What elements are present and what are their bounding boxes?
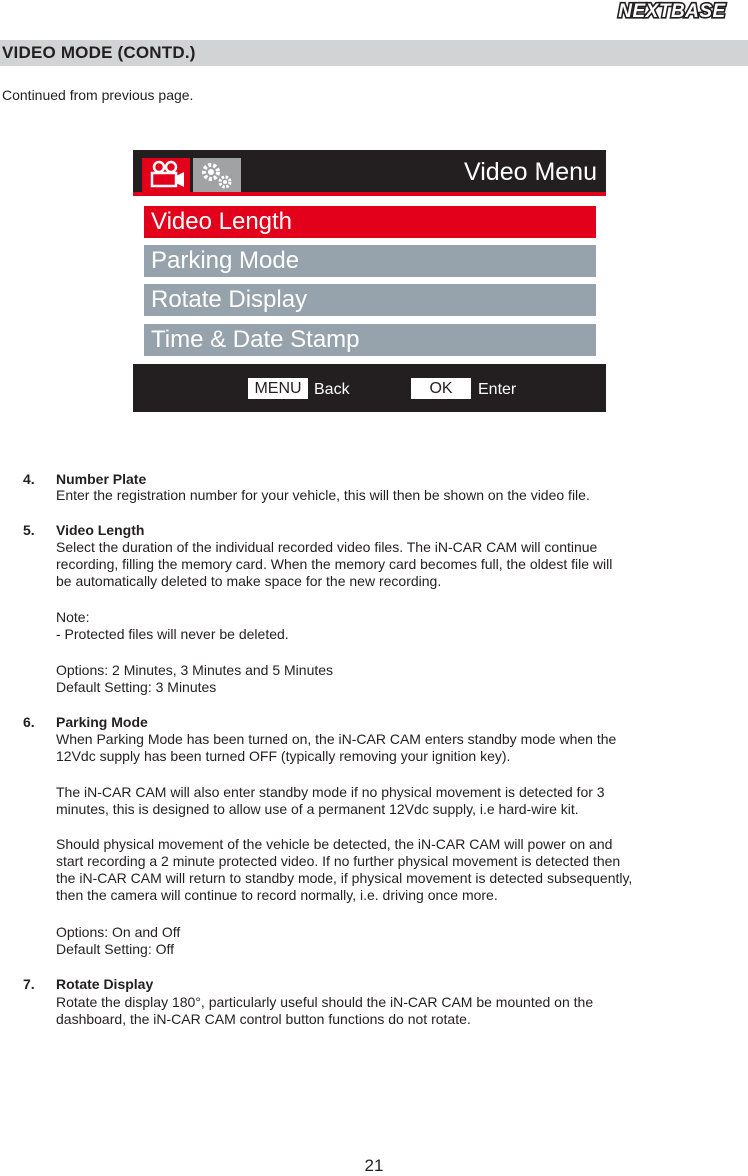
item-paragraph: Rotate the display 180°, particularly useful should the iN-CAR CAM be mounted on the dashboard, the iN-CAR CAM control button functions do not rotate.: [56, 994, 594, 1027]
item-paragraph: Enter the registration number for your vehicle, this will then be shown on the video file.: [56, 487, 590, 503]
item-number: 7.: [23, 976, 35, 992]
tab-video[interactable]: [142, 158, 190, 192]
screen-title: Video Menu: [464, 158, 597, 186]
menu-item-rotate-display[interactable]: Rotate Display: [144, 284, 596, 316]
item-title-number-plate: Number Plate: [56, 471, 147, 487]
item-number: 6.: [23, 714, 35, 730]
item-paragraph: Should physical movement of the vehicle be detected, the iN-CAR CAM will power on and start recording a 2 minute protected video. If no further physical movement is detected then the iN-CAR CAM will return to standby mode, if physical movement is detected subsequently, then the camera will continue to record normally, i.e. driving once more.: [56, 836, 633, 903]
gears-icon: [193, 158, 241, 192]
video-camera-icon: [142, 158, 190, 192]
menu-item-parking-mode[interactable]: Parking Mode: [144, 245, 596, 277]
video-menu-screen: [133, 150, 606, 412]
item-options: Options: 2 Minutes, 3 Minutes and 5 Minutes Default Setting: 3 Minutes: [56, 662, 334, 695]
intro-text: Continued from previous page.: [2, 87, 194, 103]
ok-key[interactable]: OK: [411, 378, 471, 399]
item-paragraph: When Parking Mode has been turned on, the iN-CAR CAM enters standby mode when the 12Vdc supply has been turned OFF (typically removing your ignition key).: [56, 731, 617, 764]
logo-text: NEXTBASE: [618, 1, 726, 22]
item-title-video-length: Video Length: [56, 522, 145, 538]
item-title-parking-mode: Parking Mode: [56, 714, 148, 730]
section-title: VIDEO MODE (CONTD.): [2, 43, 196, 62]
item-number: 4.: [23, 471, 35, 487]
ok-key-action: Enter: [478, 381, 517, 398]
menu-key[interactable]: MENU: [248, 378, 308, 399]
item-paragraph: The iN-CAR CAM will also enter standby mode if no physical movement is detected for 3 minutes, this is designed to allow use of a permanent 12Vdc supply, i.e hard-wire kit.: [56, 784, 605, 817]
menu-key-action: Back: [314, 381, 350, 398]
item-title-rotate-display: Rotate Display: [56, 976, 154, 992]
menu-item-time-date-stamp[interactable]: Time & Date Stamp: [144, 324, 596, 356]
menu-item-video-length[interactable]: Video Length: [144, 206, 596, 238]
item-paragraph: Select the duration of the individual recorded video files. The iN-CAR CAM will continue recording, filling the memory card. When the memory card becomes full, the oldest file will be automatically deleted to make space for the new recording.: [56, 539, 613, 589]
tab-settings[interactable]: [193, 158, 241, 192]
item-number: 5.: [23, 522, 35, 538]
item-options: Options: On and Off Default Setting: Off: [56, 924, 181, 957]
item-note: Note: - Protected files will never be deleted.: [56, 609, 289, 642]
nextbase-logo: [598, 0, 746, 22]
page-number: 21: [364, 1156, 384, 1175]
